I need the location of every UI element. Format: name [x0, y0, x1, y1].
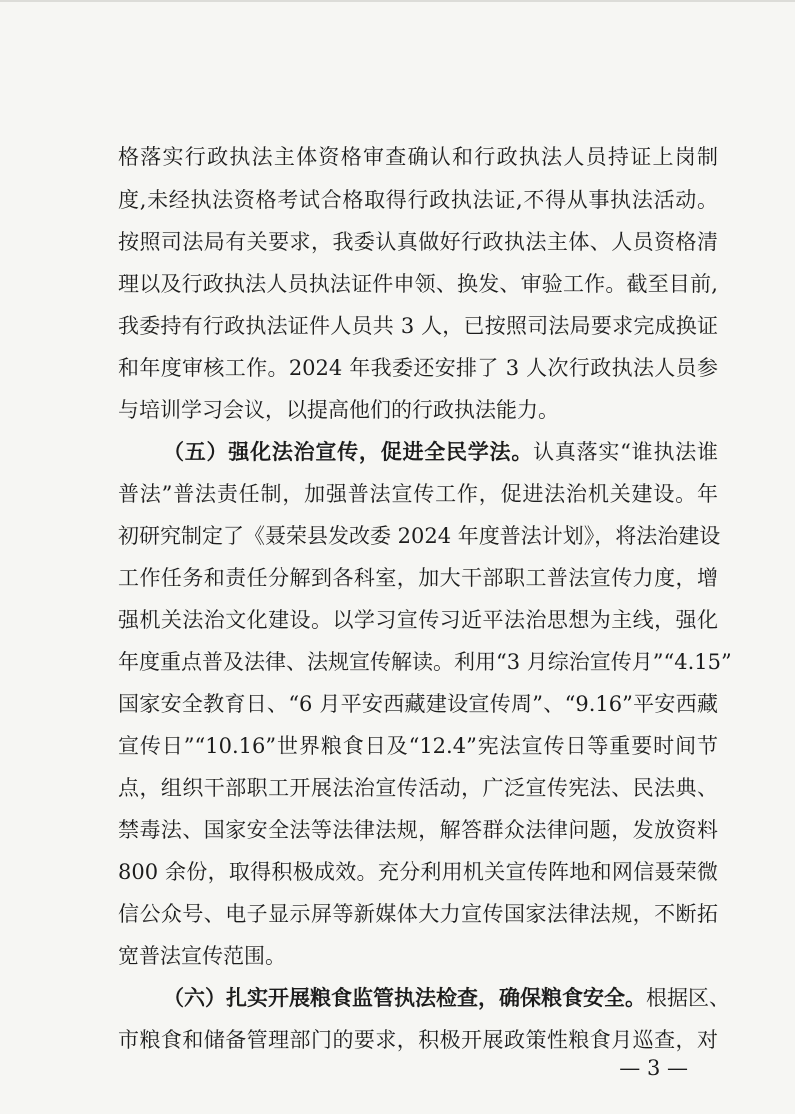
heading-followon-text: 认真落实“谁执法谁: [533, 440, 718, 464]
text-line: 度,未经执法资格考试合格取得行政执法证,不得从事执法活动。: [118, 188, 718, 212]
heading-followon-text: 根据区、: [646, 986, 730, 1010]
text-line: 市粮食和储备管理部门的要求，积极开展政策性粮食月巡查，对: [118, 1028, 718, 1052]
section-heading: （六）扎实开展粮食监管执法检查，确保粮食安全。: [163, 986, 646, 1010]
text-line: 强机关法治文化建设。以学习宣传习近平法治思想为主线，强化: [118, 608, 718, 632]
section-heading: （五）强化法治宣传，促进全民学法。: [163, 440, 534, 464]
text-line: 宽普法宣传范围。: [118, 944, 286, 968]
text-line: 宣传日”“10.16”世界粮食日及“12.4”宪法宣传日等重要时间节: [118, 734, 718, 758]
text-line: 点，组织干部职工开展法治宣传活动，广泛宣传宪法、民法典、: [118, 776, 718, 800]
text-line: 格落实行政执法主体资格审查确认和行政执法人员持证上岗制: [118, 145, 718, 169]
page-number: — 3 —: [619, 1056, 688, 1080]
paragraph-heading-line: [163, 432, 718, 472]
text-line: 初研究制定了《聂荣县发改委 2024 年度普法计划》，将法治建设: [118, 524, 721, 548]
text-line: 按照司法局有关要求，我委认真做好行政执法主体、人员资格清: [118, 230, 718, 254]
text-line: 与培训学习会议，以提高他们的行政执法能力。: [118, 398, 559, 422]
text-line: 普法”普法责任制，加强普法宣传工作，促进法治机关建设。年: [118, 482, 718, 506]
text-line: 800 余份，取得积极成效。充分利用机关宣传阵地和网信聂荣微: [118, 860, 718, 884]
text-line: 国家安全教育日、“6 月平安西藏建设宣传周”、“9.16”平安西藏: [118, 692, 718, 716]
text-line: 和年度审核工作。2024 年我委还安排了 3 人次行政执法人员参: [118, 356, 718, 380]
text-line: 信公众号、电子显示屏等新媒体大力宣传国家法律法规，不断拓: [118, 902, 718, 926]
text-line: 我委持有行政执法证件人员共 3 人，已按照司法局要求完成换证: [118, 314, 718, 338]
paragraph-heading-line: [163, 978, 730, 1018]
text-line: 年度重点普及法律、法规宣传解读。利用“3 月综治宣传月”“4.15”: [118, 650, 732, 674]
text-line: 工作任务和责任分解到各科室，加大干部职工普法宣传力度，增: [118, 566, 718, 590]
text-line: 禁毒法、国家安全法等法律法规，解答群众法律问题，发放资料: [118, 818, 718, 842]
scan-edge: [0, 0, 795, 2]
text-line: 理以及行政执法人员执法证件申领、换发、审验工作。截至目前,: [118, 272, 718, 296]
